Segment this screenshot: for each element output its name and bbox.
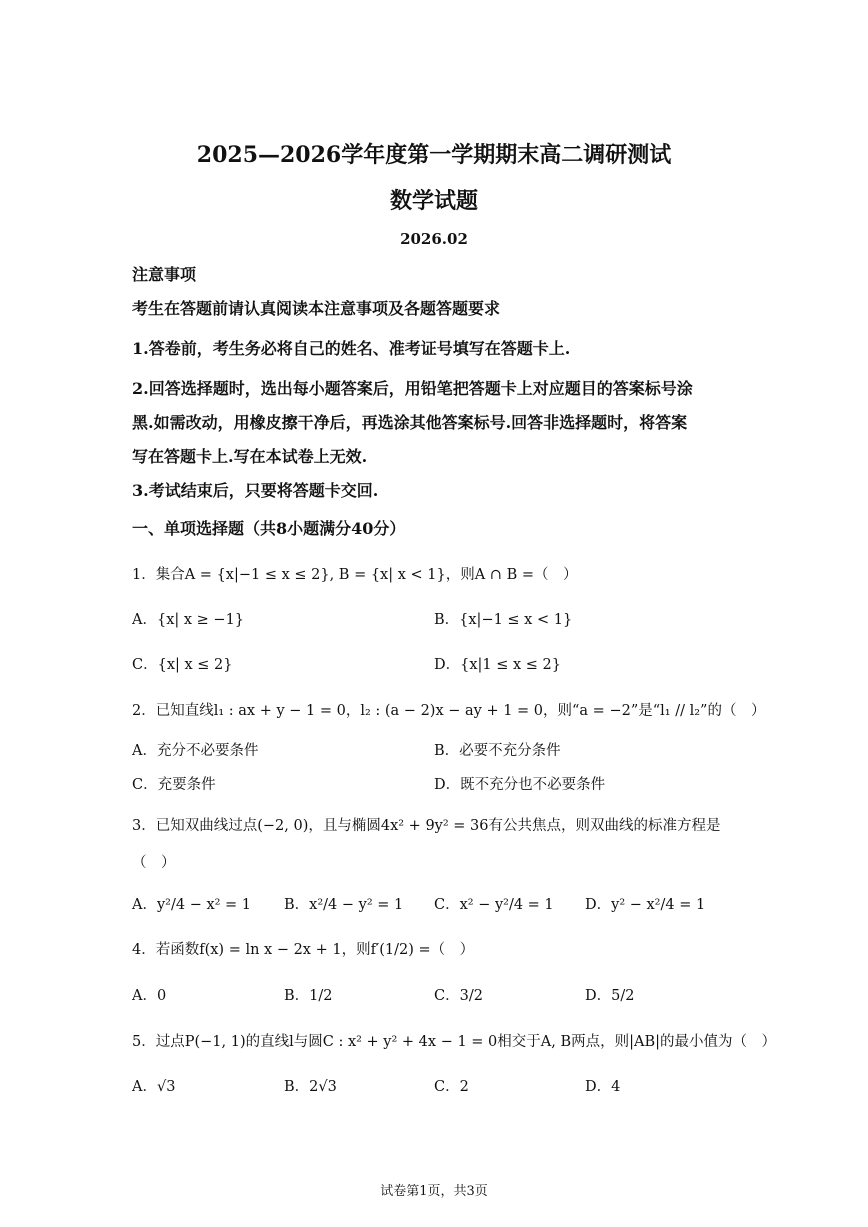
question-5-option-c: C．2 xyxy=(434,1079,469,1095)
question-4-option-d: D．5/2 xyxy=(585,988,635,1004)
question-3-option-c: C．x² − y²/4 = 1 xyxy=(434,897,554,913)
exam-title: 2025—2026学年度第一学期期末高二调研测试 xyxy=(196,142,672,168)
question-1-option-a: A．{x| x ≥ −1} xyxy=(132,612,245,628)
question-4-option-b: B．1/2 xyxy=(284,988,333,1004)
question-2-option-c: C．充要条件 xyxy=(132,777,216,793)
question-4-stem: 4．若函数f(x) = ln x − 2x + 1，则f′(1/2) =（ ） xyxy=(132,942,475,958)
question-3-option-b: B．x²/4 − y² = 1 xyxy=(284,897,404,913)
question-4-option-c: C．3/2 xyxy=(434,988,483,1004)
question-2-option-a: A．充分不必要条件 xyxy=(132,743,259,759)
notice-item-3: 3.考试结束后，只要将答题卡交回. xyxy=(132,481,379,500)
notice-item-2-line-1: 2.回答选择题时，选出每小题答案后，用铅笔把答题卡上对应题目的答案标号涂 xyxy=(132,379,693,398)
notice-heading: 注意事项 xyxy=(132,265,197,284)
exam-subject: 数学试题 xyxy=(389,188,478,214)
exam-date: 2026.02 xyxy=(400,230,468,248)
question-3-option-d: D．y² − x²/4 = 1 xyxy=(585,897,706,913)
question-3-option-a: A．y²/4 − x² = 1 xyxy=(132,897,252,913)
question-2-option-b: B．必要不充分条件 xyxy=(434,743,561,759)
page-footer: 试卷第1页，共3页 xyxy=(380,1184,488,1199)
notice-item-1: 1.答卷前，考生务必将自己的姓名、准考证号填写在答题卡上. xyxy=(132,339,571,358)
notice-subheading: 考生在答题前请认真阅读本注意事项及各题答题要求 xyxy=(132,299,501,318)
section-heading: 一、单项选择题（共8小题满分40分） xyxy=(132,519,406,538)
question-4-option-a: A．0 xyxy=(132,988,167,1004)
question-5-option-b: B．2√3 xyxy=(284,1079,337,1095)
question-5-option-a: A．√3 xyxy=(132,1079,176,1095)
question-1-option-b: B．{x|−1 ≤ x < 1} xyxy=(434,612,573,628)
question-3-stem-line-2: （ ） xyxy=(132,855,176,871)
question-1-option-c: C．{x| x ≤ 2} xyxy=(132,657,233,673)
question-1-option-d: D．{x|1 ≤ x ≤ 2} xyxy=(434,657,562,673)
question-3-stem-line-1: 3．已知双曲线过点(−2, 0)，且与椭圆4x² + 9y² = 36有公共焦点，则双曲线的标准方程是 xyxy=(132,818,721,834)
question-2-stem: 2．已知直线l₁ : ax + y − 1 = 0，l₂ : (a − 2)x − ay + 1 = 0，则“a = −2”是“l₁ // l₂”的（ ） xyxy=(132,703,766,719)
question-5-option-d: D．4 xyxy=(585,1079,621,1095)
question-5-stem: 5．过点P(−1, 1)的直线l与圆C : x² + y² + 4x − 1 = 0相交于A, B两点，则|AB|的最小值为（ ） xyxy=(132,1034,777,1050)
question-1-stem: 1．集合A = {x|−1 ≤ x ≤ 2}, B = {x| x < 1}，则A ∩ B =（ ） xyxy=(132,567,578,583)
notice-item-2-line-2: 黑.如需改动，用橡皮擦干净后，再选涂其他答案标号.回答非选择题时，将答案 xyxy=(132,413,688,432)
question-2-option-d: D．既不充分也不必要条件 xyxy=(434,777,606,793)
notice-item-2-line-3: 写在答题卡上.写在本试卷上无效. xyxy=(132,447,368,466)
